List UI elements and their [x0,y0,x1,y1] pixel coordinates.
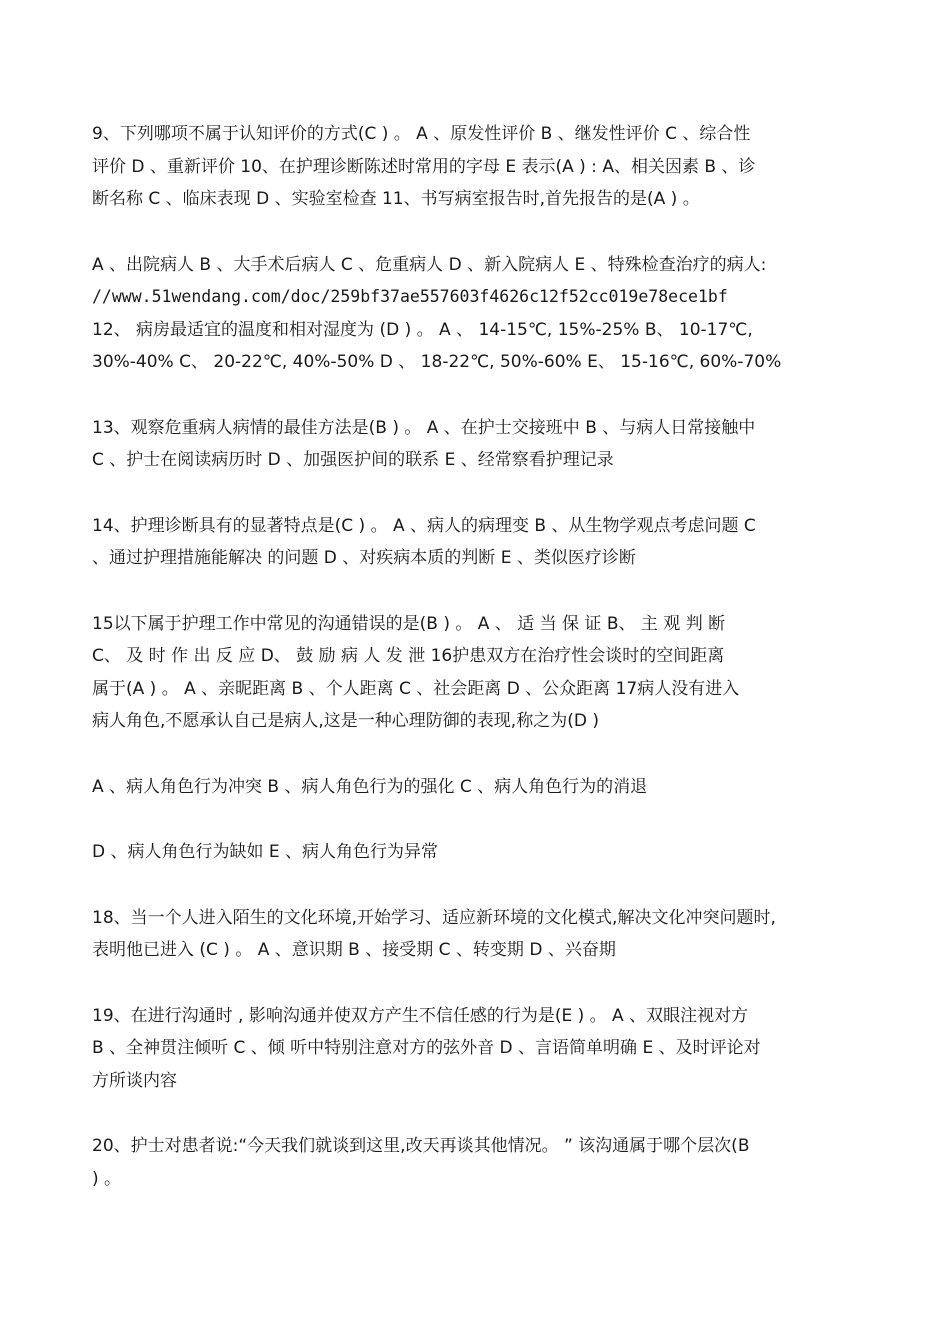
document-page [92,118,860,1195]
paragraph-gap [92,803,860,836]
paragraph-q11-12 [92,249,860,379]
paragraph-q17-options-a [92,771,860,804]
text-line: 病人角色,不愿承认自己是病人,这是一种心理防御的表现,称之为(D ) [92,711,599,731]
paragraph-gap [92,216,860,249]
url-line: //www.51wendang.com/doc/259bf37ae557603f4626c12f52cc019e78ece1bf [92,287,728,306]
text-line: C 、护士在阅读病历时 D 、加强医护间的联系 E 、经常察看护理记录 [92,450,614,470]
text-line: 15以下属于护理工作中常见的沟通错误的是(B ) 。 A 、 适 当 保 证 B、 主 观 判 断 [92,613,726,634]
paragraph-gap [92,379,860,412]
paragraph-q19 [92,1000,860,1098]
text-line: ) 。 [92,1168,122,1189]
text-line: C、 及 时 作 出 反 应 D、 鼓 励 病 人 发 泄 16护患双方在治疗性会谈时的空间距离 [92,646,725,666]
text-line: 方所谈内容 [92,1070,177,1091]
text-line: 18、当一个人进入陌生的文化环境,开始学习、适应新环境的文化模式,解决文化冲突问题时, [92,907,776,928]
text-line: 属于(A ) 。 A 、亲昵距离 B 、个人距离 C 、社会距离 D 、公众距离 17病人没有进入 [92,678,740,699]
text-line: 19、在进行沟通时 , 影响沟通并使双方产生不信任感的行为是(E ) 。 A 、双眼注视对方 [92,1005,749,1026]
text-line: 表明他已进入 (C ) 。 A 、意识期 B 、接受期 C 、转变期 D 、兴奋期 [92,940,616,960]
text-line: 20、护士对患者说:“今天我们就谈到这里,改天再谈其他情况。 ” 该沟通属于哪个层次(B [92,1136,750,1156]
text-line: 13、观察危重病人病情的最佳方法是(B ) 。 A 、在护士交接班中 B 、与病人日常接触中 [92,417,756,438]
paragraph-q14 [92,510,860,575]
paragraph-q9-11 [92,118,860,216]
paragraph-gap [92,575,860,608]
paragraph-gap [92,1097,860,1130]
paragraph-q18 [92,902,860,967]
paragraph-gap [92,738,860,771]
text-line: A 、出院病人 B 、大手术后病人 C 、危重病人 D 、新入院病人 E 、特殊检查治疗的病人: [92,254,767,275]
text-line: 断名称 C 、临床表现 D 、实验室检查 11、书写病室报告时,首先报告的是(A ) 。 [92,189,700,209]
text-line: 30%-40% C、 20-22℃, 40%-50% D 、 18-22℃, 50%-60% E、 15-16℃, 60%-70% [92,352,782,372]
paragraph-q15-17 [92,608,860,738]
paragraph-q20 [92,1130,860,1195]
paragraph-q17-options-d [92,836,860,869]
text-line: A 、病人角色行为冲突 B 、病人角色行为的强化 C 、病人角色行为的消退 [92,776,648,797]
paragraph-gap [92,477,860,510]
paragraph-gap [92,967,860,1000]
text-line: 12、 病房最适宜的温度和相对湿度为 (D ) 。 A 、 14-15℃, 15%-25% B、 10-17℃, [92,319,753,340]
text-line: 、通过护理措施能解决 的问题 D 、对疾病本质的判断 E 、类似医疗诊断 [92,548,636,568]
text-line: 评价 D 、重新评价 10、在护理诊断陈述时常用的字母 E 表示(A ) : A、相关因素 B 、诊 [92,156,756,177]
text-line: 9、下列哪项不属于认知评价的方式(C ) 。 A 、原发性评价 B 、继发性评价 C 、综合性 [92,124,751,144]
text-line: D 、病人角色行为缺如 E 、病人角色行为异常 [92,842,439,862]
text-line: 14、护理诊断具有的显著特点是(C ) 。 A 、病人的病理变 B 、从生物学观点考虑问题 C [92,515,756,536]
paragraph-gap [92,869,860,902]
paragraph-q13 [92,412,860,477]
text-line: B 、全神贯注倾听 C 、倾 听中特别注意对方的弦外音 D 、言语简单明确 E 、及时评论对 [92,1038,761,1058]
